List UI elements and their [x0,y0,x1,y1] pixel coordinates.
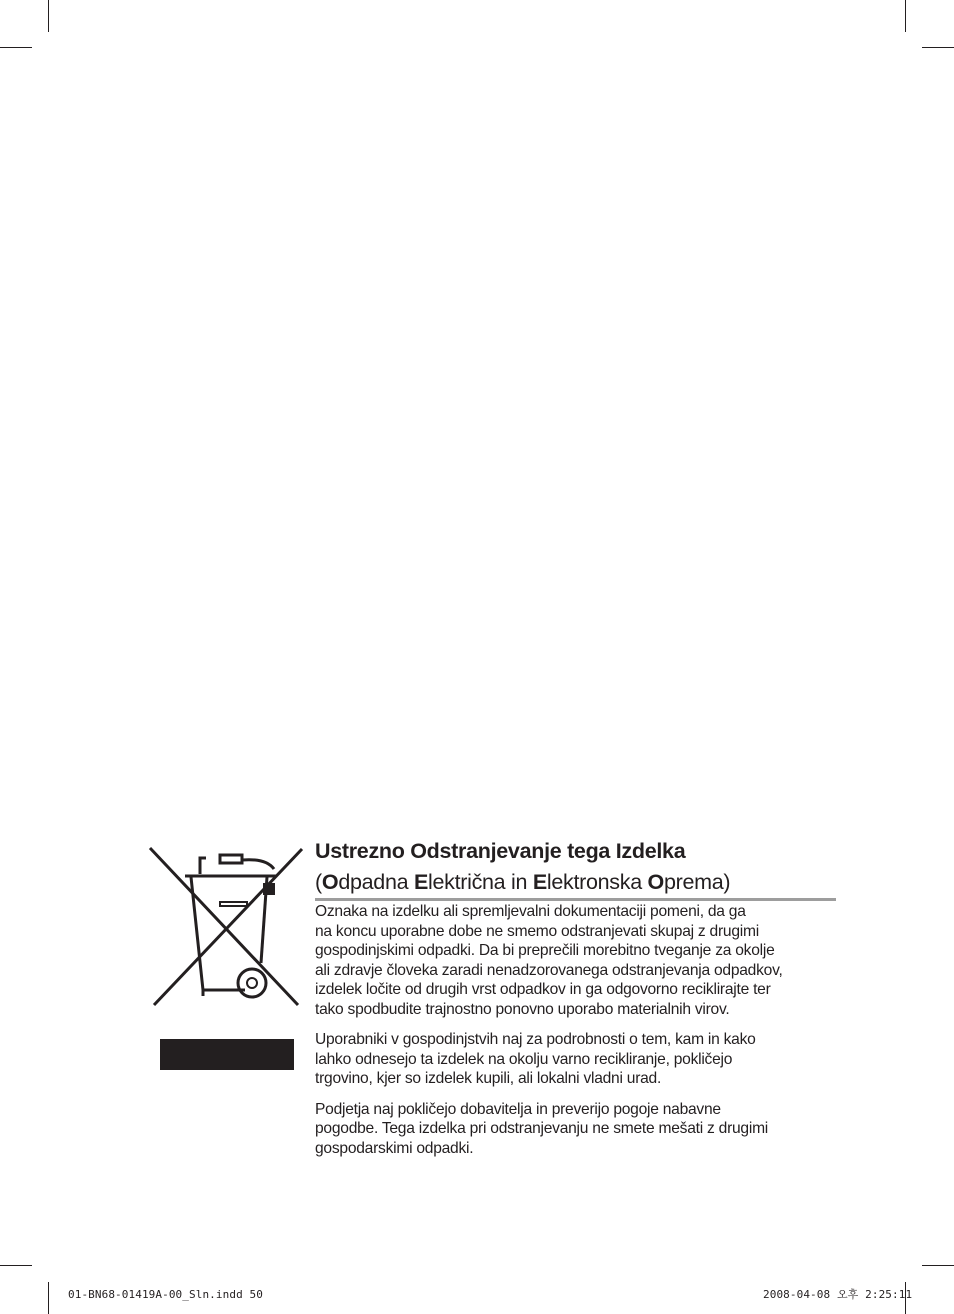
black-bar [160,1039,294,1070]
crop-mark-bottom-left-vertical [48,1282,49,1314]
print-slug-timestamp: 2008-04-08 오후 2:25:11 [763,1288,913,1301]
crop-mark-top-right-horizontal [922,47,954,48]
crop-mark-bottom-right-horizontal [922,1265,954,1266]
notice-subtitle: (Odpadna Električna in Elektronska Oprema) [315,867,836,901]
notice-title: Ustrezno Odstranjevanje tega Izdelka [315,839,686,863]
paragraph-meaning: Oznaka na izdelku ali spremljevalni dokumentaciji pomeni, da ga na koncu uporabne dobe ne smemo odstranjevati skupaj z drugimi gospodinjskimi odpadki. Da bi preprečili morebitno tveganje za okolje ali zdravje človeka zaradi nenadzorovanega odstranjevanja odpadkov, izdelek ločite od drugih vrst odpadkov in ga odgovorno reciklirajte ter tako spodbudite trajnostno ponovno uporabo materialnih virov. [315,903,783,1018]
crop-mark-top-right-vertical [905,0,906,32]
disposal-notice [315,836,836,1158]
paragraph-businesses: Podjetja naj pokličejo dobavitelja in preverijo pogoje nabavne pogodbe. Tega izdelka pri odstranjevanju ne smete mešati z drugimi gospodarskimi odpadki. [315,1100,769,1157]
crossed-out-wheelie-bin-icon [148,845,304,1007]
crop-mark-top-left-vertical [48,0,49,32]
print-slug-file: 01-BN68-01419A-00_Sln.indd 50 [68,1288,263,1301]
crop-mark-top-left-horizontal [0,47,32,48]
paragraph-households: Uporabniki v gospodinjstvih naj za podrobnosti o tem, kam in kako lahko odnesejo ta izdelek na okolju varno recikliranje, pokličejo trgovino, kjer so izdelek kupili, ali lokalni vladni urad. [315,1031,756,1087]
crop-mark-bottom-left-horizontal [0,1265,32,1266]
